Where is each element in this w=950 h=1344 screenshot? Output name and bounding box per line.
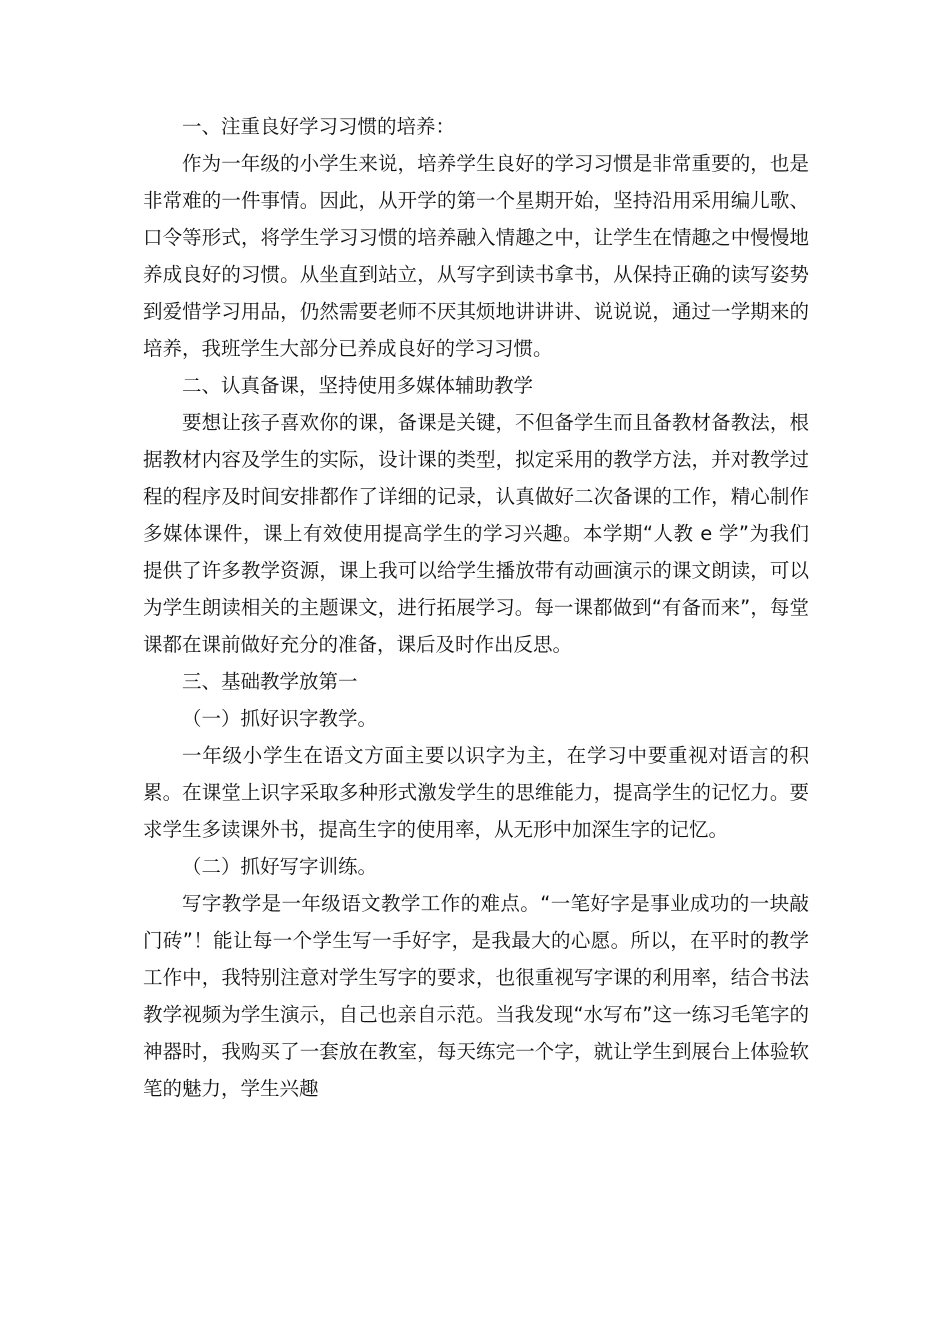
- subsection-heading-literacy: （一）抓好识字教学。: [182, 707, 378, 730]
- section-heading-1: 一、注重良好学习习惯的培养：: [182, 115, 456, 138]
- paragraph-lesson-prep: 要想让孩子喜欢你的课，备课是关键，不但备学生而且备教材备教法，根据教材内容及学生的实际，设计课的类型，拟定采用的教学方法，并对教学过程的程序及时间安排都作了详细的记录，认真做好二次备课的工作，精心制作多媒体课件，课上有效使用提高学生的学习兴趣。本学期“人教 e 学”为我们提供了许多教学资源，课上我可以给学生播放带有动画演示的课文朗读，可以为学生朗读相关的主题课文，进行拓展学习。每一课都做到“有备而来”，每堂课都在课前做好充分的准备，课后及时作出反思。: [143, 411, 809, 656]
- paragraph-study-habits: 作为一年级的小学生来说，培养学生良好的学习习惯是非常重要的，也是非常难的一件事情。因此，从开学的第一个星期开始，坚持沿用采用编儿歌、口令等形式，将学生学习习惯的培养融入情趣之中，让学生在情趣之中慢慢地养成良好的习惯。从坐直到站立，从写字到读书拿书，从保持正确的读写姿势到爱惜学习用品，仍然需要老师不厌其烦地讲讲讲、说说说，通过一学期来的培养，我班学生大部分已养成良好的学习习惯。: [143, 152, 809, 360]
- subsection-heading-writing: （二）抓好写字训练。: [182, 855, 378, 878]
- section-heading-3: 三、基础教学放第一: [182, 670, 358, 693]
- paragraph-literacy: 一年级小学生在语文方面主要以识字为主，在学习中要重视对语言的积累。在课堂上识字采取多种形式激发学生的思维能力，提高学生的记忆力。要求学生多读课外书，提高生字的使用率，从无形中加深生字的记忆。: [143, 744, 809, 841]
- section-heading-2: 二、认真备课，坚持使用多媒体辅助教学: [182, 374, 534, 397]
- paragraph-writing: 写字教学是一年级语文教学工作的难点。“一笔好字是事业成功的一块敲门砖”！能让每一个学生写一手好字，是我最大的心愿。所以，在平时的教学工作中，我特别注意对学生写字的要求，也很重视写字课的利用率，结合书法教学视频为学生演示，自己也亲自示范。当我发现“水写布”这一练习毛笔字的神器时，我购买了一套放在教室，每天练完一个字，就让学生到展台上体验软笔的魅力，学生兴趣: [143, 892, 809, 1100]
- document-body: [143, 108, 809, 1107]
